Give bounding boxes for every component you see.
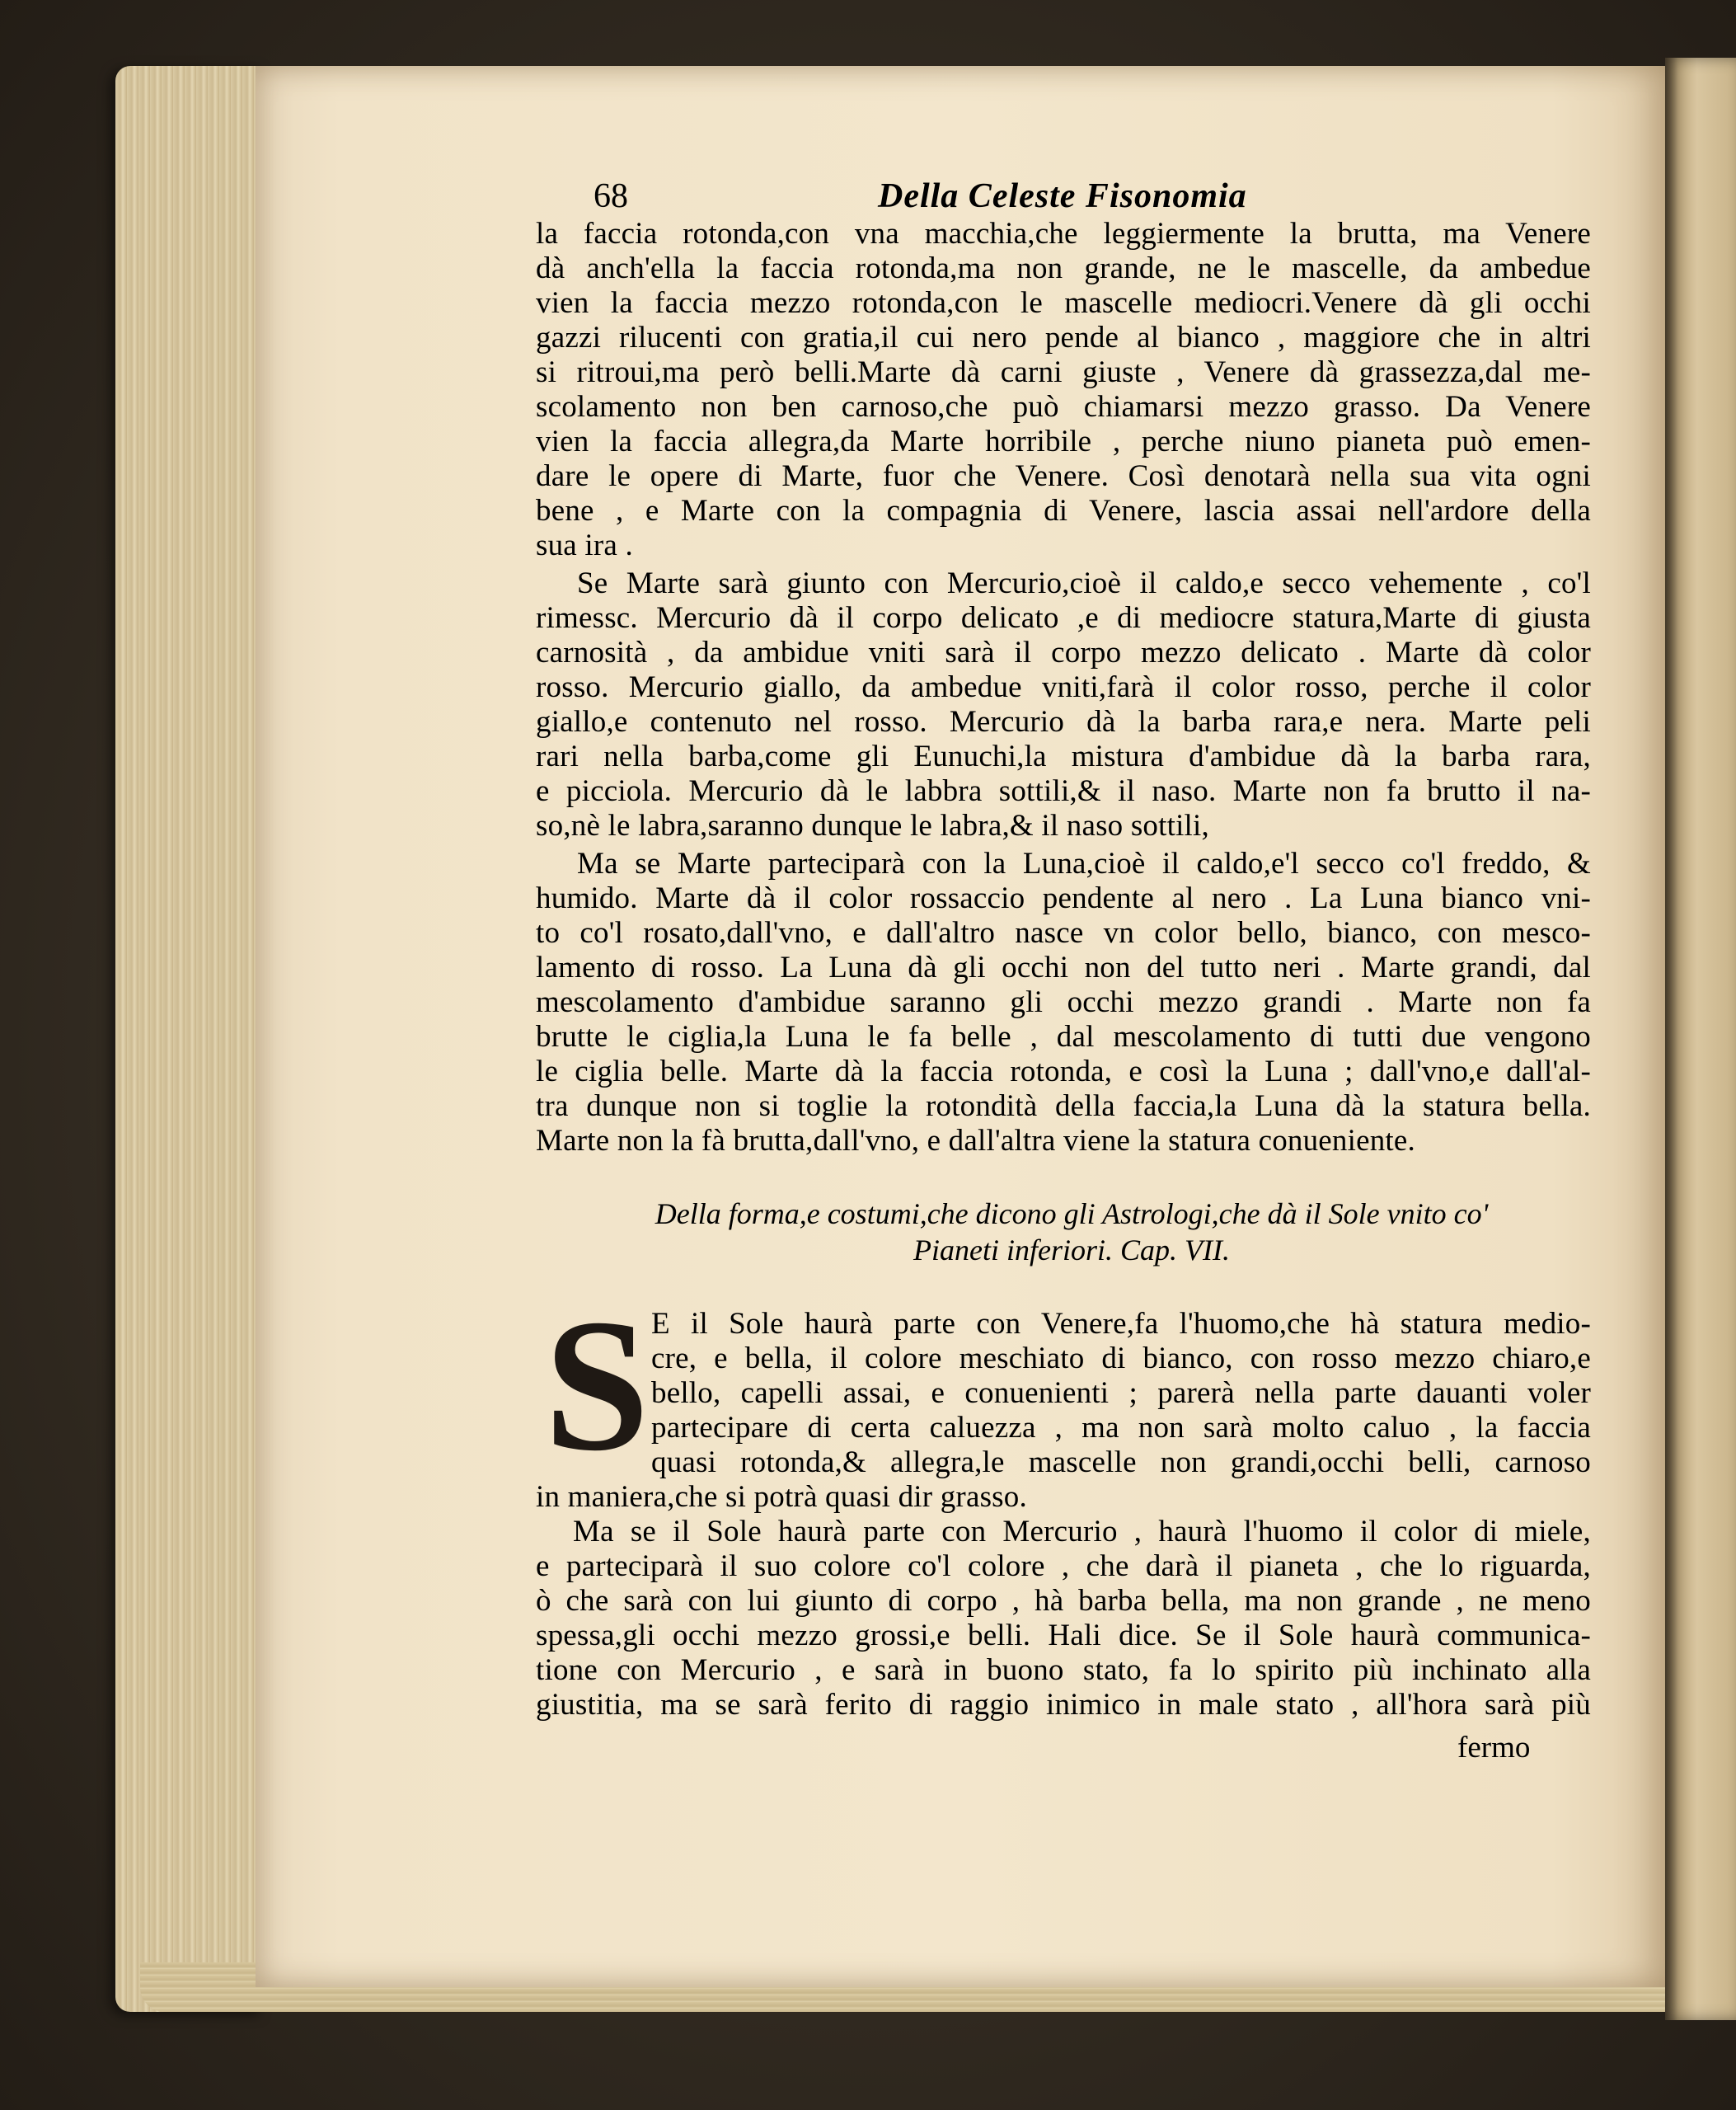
text-line: mescolamento d'ambidue saranno gli occhi mezzo grandi . Marte non fa (536, 985, 1591, 1019)
text-line: giallo,e contenuto nel rosso. Mercurio dà la barba rara,e nera. Marte peli (536, 705, 1591, 739)
text-line: ò che sarà con lui giunto di corpo , hà barba bella, ma non grande , ne meno (536, 1584, 1591, 1618)
text-line: rimessc. Mercurio dà il corpo delicato ,e di mediocre statura,Marte di giusta (536, 601, 1591, 635)
text-line: e picciola. Mercurio dà le labbra sottili,& il naso. Marte non fa brutto il na- (536, 774, 1591, 808)
text-line: bello, capelli assai, e conuenienti ; parerà nella parte dauanti voler (651, 1376, 1591, 1410)
text-line: tra dunque non si toglie la rotondità della faccia,la Luna dà la statura bella. (536, 1089, 1591, 1123)
facing-page-edge (1665, 58, 1736, 2020)
text-line: si ritroui,ma però belli.Marte dà carni giuste , Venere dà grassezza,dal me- (536, 355, 1591, 389)
text-line: Se Marte sarà giunto con Mercurio,cioè il caldo,e secco vehemente , co'l (577, 566, 1591, 600)
text-line: e parteciparà il suo colore co'l colore , che darà il pianeta , che lo riguarda, (536, 1549, 1591, 1583)
text-line: scolamento non ben carnoso,che può chiamarsi mezzo grasso. Da Venere (536, 390, 1591, 424)
running-head (594, 173, 1541, 219)
text-line: lamento di rosso. La Luna dà gli occhi non del tutto neri . Marte grandi, dal (536, 951, 1591, 985)
text-line: Marte non la fà brutta,dall'vno, e dall'altra viene la statura conueniente. (536, 1124, 1415, 1158)
text-line: spessa,gli occhi mezzo grossi,e belli. Hali dice. Se il Sole haurà communica- (536, 1619, 1591, 1652)
chapter-heading-line: Della forma,e costumi,che dicono gli Astrologi,che dà il Sole vnito co' (655, 1197, 1489, 1230)
running-title: Della Celeste Fisonomia (878, 177, 1247, 215)
text-line: cre, e bella, il colore meschiato di bianco, con rosso mezzo chiaro,e (651, 1342, 1591, 1375)
text-line: carnosità , da ambidue vniti sarà il corpo mezzo delicato . Marte dà color (536, 636, 1591, 670)
text-line: la faccia rotonda,con vna macchia,che leggiermente la brutta, ma Venere (536, 217, 1591, 251)
text-line: E il Sole haurà parte con Venere,fa l'huomo,che hà statura medio- (651, 1307, 1591, 1341)
text-line: to co'l rosato,dall'vno, e dall'altro nasce vn color bello, bianco, con mesco- (536, 916, 1591, 950)
catchword: fermo (1457, 1731, 1531, 1765)
text-line: so,nè le labra,saranno dunque le labra,& il naso sottili, (536, 809, 1209, 843)
text-line: quasi rotonda,& allegra,le mascelle non grandi,occhi belli, carnoso (651, 1445, 1591, 1479)
text-line: le ciglia belle. Marte dà la faccia rotonda, e così la Luna ; dall'vno,e dall'al- (536, 1055, 1591, 1088)
text-line: Ma se Marte parteciparà con la Luna,cioè il caldo,e'l secco co'l freddo, & (577, 847, 1591, 881)
text-line: giustitia, ma se sarà ferito di raggio inimico in male stato , all'hora sarà più (536, 1688, 1591, 1722)
text-line: humido. Marte dà il color rossaccio pendente al nero . La Luna bianco vni- (536, 881, 1591, 915)
text-line: vien la faccia mezzo rotonda,con le mascelle mediocri.Venere dà gli occhi (536, 286, 1591, 320)
text-line: dà anch'ella la faccia rotonda,ma non grande, ne le mascelle, da ambedue (536, 251, 1591, 285)
text-line: gazzi rilucenti con gratia,il cui nero pende al bianco , maggiore che in altri (536, 321, 1591, 355)
page-number: 68 (594, 177, 628, 215)
book-page-edges (115, 66, 264, 2012)
text-line: partecipare di certa caluezza , ma non sarà molto caluo , la faccia (651, 1411, 1591, 1445)
text-line: in maniera,che si potrà quasi dir grasso. (536, 1480, 1027, 1514)
chapter-heading-line: Pianeti inferiori. Cap. VII. (913, 1234, 1230, 1266)
text-line: dare le opere di Marte, fuor che Venere. Così denotarà nella sua vita ogni (536, 459, 1591, 493)
text-line: tione con Mercurio , e sarà in buono stato, fa lo spirito più inchinato alla (536, 1653, 1591, 1687)
drop-cap: S (544, 1280, 650, 1490)
text-line: rosso. Mercurio giallo, da ambedue vniti,farà il color rosso, perche il color (536, 670, 1591, 704)
text-line: rari nella barba,come gli Eunuchi,la mistura d'ambidue dà la barba rara, (536, 740, 1591, 773)
text-line: bene , e Marte con la compagnia di Venere, lascia assai nell'ardore della (536, 494, 1591, 528)
text-line: Ma se il Sole haurà parte con Mercurio , haurà l'huomo il color di miele, (573, 1515, 1591, 1548)
text-line: sua ira . (536, 529, 633, 562)
text-line: vien la faccia allegra,da Marte horribile , perche niuno pianeta può emen- (536, 425, 1591, 458)
text-line: brutte le ciglia,la Luna le fa belle , dal mescolamento di tutti due vengono (536, 1020, 1591, 1054)
